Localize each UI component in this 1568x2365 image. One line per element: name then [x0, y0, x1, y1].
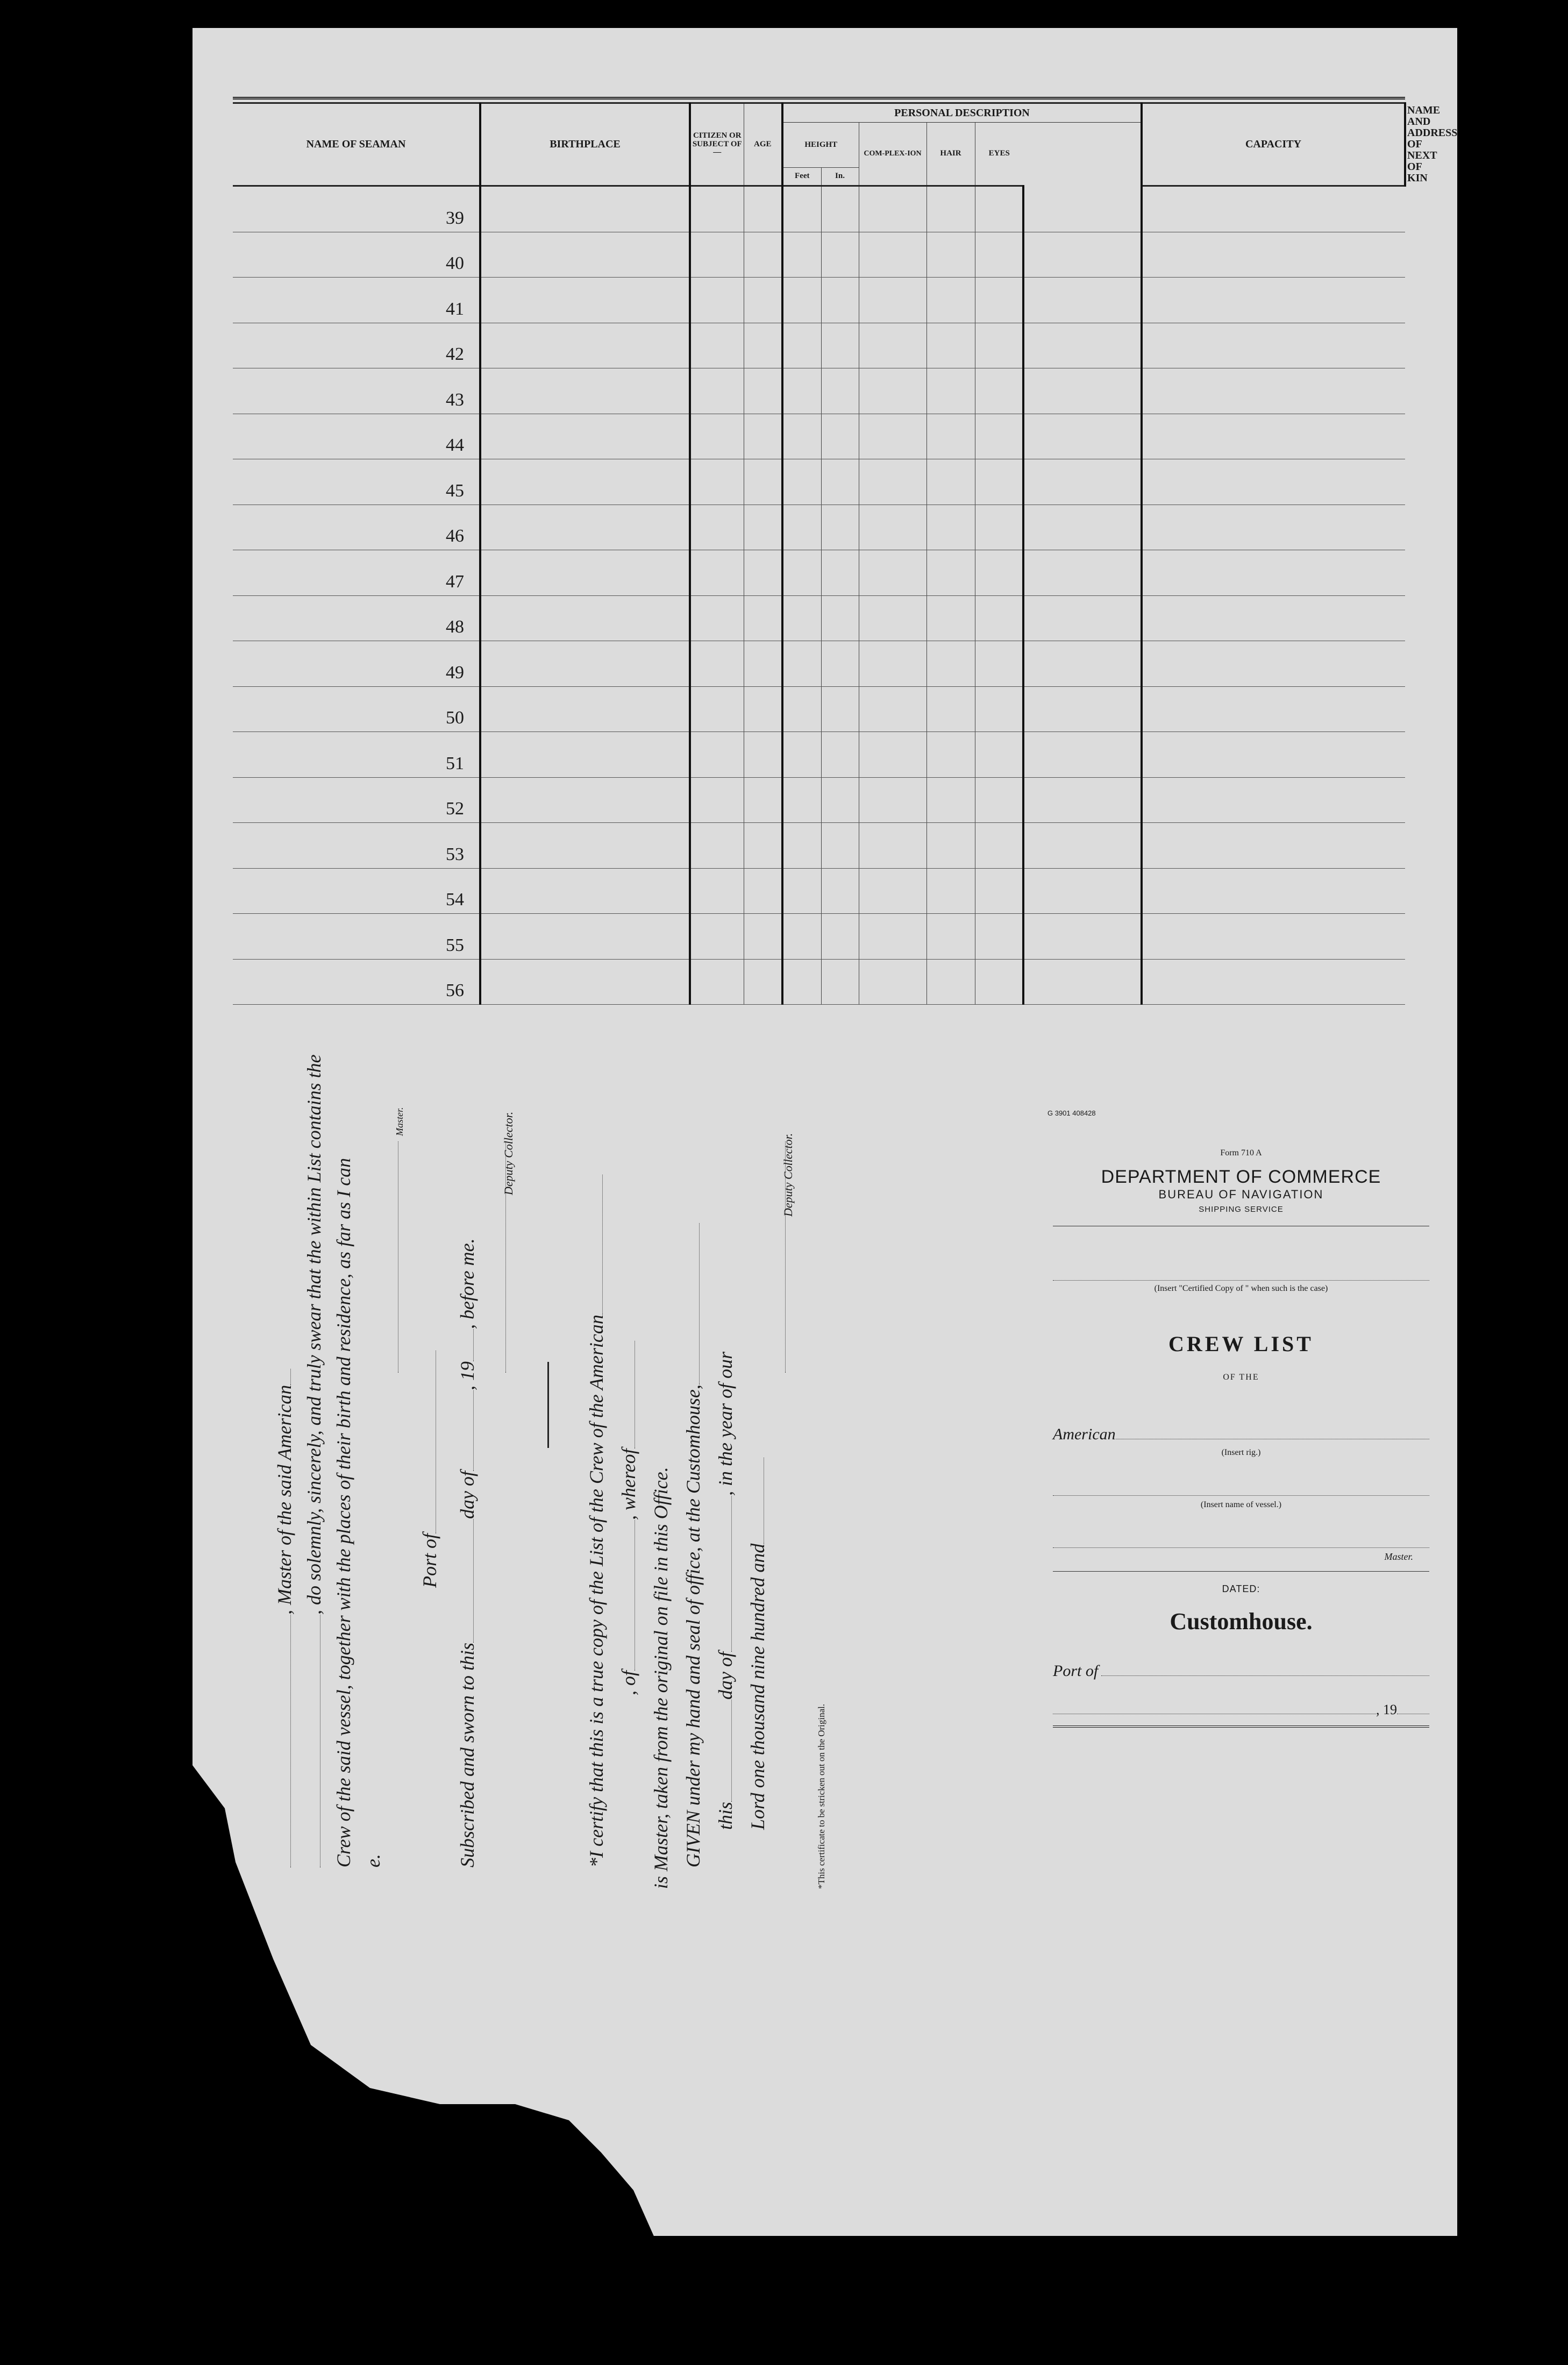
table-cell: [480, 914, 690, 960]
table-cell: [782, 459, 821, 505]
oath-line-4: e.: [362, 1854, 384, 1867]
form-number: Form 710 A: [1220, 1148, 1262, 1157]
table-cell: [859, 641, 926, 687]
table-cell: [859, 823, 926, 869]
table-cell: [690, 414, 744, 459]
table-cell: [975, 186, 1023, 232]
table-cell: [926, 777, 975, 823]
row-number: 50: [233, 686, 480, 732]
table-cell: [821, 323, 859, 368]
table-cell: [782, 414, 821, 459]
table-cell: [782, 368, 821, 414]
table-cell: [975, 823, 1023, 869]
table-cell: [821, 959, 859, 1005]
table-row: [233, 186, 1405, 232]
table-cell: [926, 914, 975, 960]
table-cell: [480, 505, 690, 550]
table-cell: [859, 414, 926, 459]
cover-year-label: , 19: [1376, 1702, 1397, 1717]
table-cell: [782, 232, 821, 278]
table-cell: [690, 868, 744, 914]
table-cell: [744, 459, 782, 505]
cert-line-2: is Master, taken from the original on file in this Office.: [650, 1467, 672, 1889]
table-cell: [480, 414, 690, 459]
table-cell: [744, 959, 782, 1005]
table-cell: [975, 732, 1023, 778]
table-cell: [744, 278, 782, 323]
certified-copy-line: [1053, 1280, 1429, 1281]
table-cell: [480, 368, 690, 414]
bureau-title: BUREAU OF NAVIGATION: [1158, 1188, 1324, 1201]
table-cell: [690, 186, 744, 232]
table-cell: [821, 595, 859, 641]
print-code: G 3901 408428: [1047, 1109, 1096, 1117]
table-cell: [926, 186, 975, 232]
table-cell: [744, 414, 782, 459]
table-row: [233, 823, 1405, 869]
table-cell: [1142, 868, 1405, 914]
form-page: [193, 28, 1457, 2236]
cert-in-year: , in the year of our: [715, 1352, 736, 1496]
table-cell: [480, 550, 690, 596]
table-cell: [744, 641, 782, 687]
table-cell: [926, 732, 975, 778]
table-cell: [1142, 505, 1405, 550]
table-cell: [690, 777, 744, 823]
row-number: 55: [233, 914, 480, 960]
top-double-rule: [233, 97, 1405, 100]
table-cell: [480, 459, 690, 505]
table-cell: [480, 323, 690, 368]
table-cell: [821, 823, 859, 869]
table-cell: [782, 595, 821, 641]
table-cell: [821, 686, 859, 732]
table-cell: [1142, 368, 1405, 414]
table-cell: [859, 278, 926, 323]
table-cell: [821, 232, 859, 278]
table-cell: [926, 823, 975, 869]
table-cell: [1023, 641, 1142, 687]
header-hair: HAIR: [926, 123, 975, 186]
table-cell: [480, 232, 690, 278]
table-cell: [975, 505, 1023, 550]
header-feet: Feet: [782, 168, 821, 186]
table-cell: [821, 414, 859, 459]
row-number: 47: [233, 550, 480, 596]
table-cell: [1142, 641, 1405, 687]
table-cell: [1142, 595, 1405, 641]
table-cell: [859, 323, 926, 368]
table-cell: [690, 505, 744, 550]
table-cell: [480, 868, 690, 914]
table-cell: [1142, 232, 1405, 278]
table-cell: [782, 959, 821, 1005]
table-cell: [821, 641, 859, 687]
table-cell: [1142, 686, 1405, 732]
dated-label: DATED:: [1222, 1583, 1260, 1594]
cover-master-label: Master.: [1384, 1551, 1413, 1562]
header-citizen: CITIZEN OR SUBJECT OF—: [690, 103, 744, 186]
table-cell: [744, 595, 782, 641]
table-row: [233, 914, 1405, 960]
table-row: [233, 777, 1405, 823]
table-cell: [690, 823, 744, 869]
table-cell: [1142, 459, 1405, 505]
oath-line-2: , do solemnly, sincerely, and truly swear that the within List contains the: [303, 1054, 325, 1615]
table-cell: [744, 550, 782, 596]
row-number: 39: [233, 186, 480, 232]
table-row: [233, 641, 1405, 687]
of-the-label: OF THE: [1223, 1373, 1259, 1382]
row-number: 52: [233, 777, 480, 823]
cert-this: this: [715, 1801, 736, 1830]
bottom-double-rule: [1053, 1725, 1429, 1728]
table-cell: [859, 459, 926, 505]
header-eyes: EYES: [975, 123, 1023, 186]
table-cell: [821, 914, 859, 960]
header-inches: In.: [821, 168, 859, 186]
row-number: 44: [233, 414, 480, 459]
table-cell: [1142, 732, 1405, 778]
table-cell: [859, 868, 926, 914]
subscribed-year: , 19: [457, 1361, 478, 1390]
table-cell: [782, 186, 821, 232]
insert-rig-note: (Insert rig.): [1221, 1448, 1261, 1457]
table-cell: [821, 868, 859, 914]
header-capacity: CAPACITY: [1142, 103, 1405, 186]
table-cell: [1023, 550, 1142, 596]
table-cell: [821, 459, 859, 505]
subscribed-day: day of: [457, 1471, 478, 1519]
table-cell: [1142, 323, 1405, 368]
table-cell: [1023, 823, 1142, 869]
table-row: [233, 732, 1405, 778]
table-cell: [782, 914, 821, 960]
oath-master-label: Master.: [394, 1107, 405, 1136]
row-number: 42: [233, 323, 480, 368]
table-cell: [744, 186, 782, 232]
torn-page-edge: [193, 1765, 784, 2236]
table-cell: [480, 186, 690, 232]
table-row: [233, 459, 1405, 505]
row-number: 43: [233, 368, 480, 414]
header-height: HEIGHT: [782, 123, 859, 168]
table-cell: [975, 550, 1023, 596]
table-cell: [859, 914, 926, 960]
header-personal-description: PERSONAL DESCRIPTION: [782, 103, 1142, 123]
table-cell: [480, 641, 690, 687]
row-number: 53: [233, 823, 480, 869]
table-cell: [782, 505, 821, 550]
table-cell: [1023, 459, 1142, 505]
table-cell: [926, 686, 975, 732]
row-number: 49: [233, 641, 480, 687]
table-cell: [690, 959, 744, 1005]
row-number: 41: [233, 278, 480, 323]
table-cell: [480, 278, 690, 323]
row-number: 48: [233, 595, 480, 641]
row-number: 46: [233, 505, 480, 550]
table-cell: [782, 777, 821, 823]
table-cell: [1023, 323, 1142, 368]
table-cell: [975, 914, 1023, 960]
table-cell: [859, 595, 926, 641]
table-cell: [744, 323, 782, 368]
table-cell: [926, 368, 975, 414]
table-cell: [975, 868, 1023, 914]
table-cell: [821, 505, 859, 550]
table-cell: [1142, 823, 1405, 869]
table-cell: [975, 232, 1023, 278]
table-cell: [690, 323, 744, 368]
cert-deputy-collector: Deputy Collector.: [781, 1133, 795, 1217]
table-cell: [926, 959, 975, 1005]
table-cell: [821, 278, 859, 323]
table-cell: [744, 914, 782, 960]
table-cell: [782, 278, 821, 323]
crew-list-title: CREW LIST: [1168, 1332, 1314, 1356]
row-number: 40: [233, 232, 480, 278]
cert-whereof: , whereof: [618, 1448, 639, 1520]
table-cell: [926, 550, 975, 596]
table-cell: [926, 414, 975, 459]
table-cell: [821, 368, 859, 414]
oath-deputy-collector: Deputy Collector.: [502, 1111, 515, 1195]
table-cell: [480, 686, 690, 732]
table-cell: [1142, 777, 1405, 823]
table-cell: [1142, 550, 1405, 596]
table-cell: [480, 959, 690, 1005]
table-cell: [821, 732, 859, 778]
table-cell: [690, 278, 744, 323]
table-cell: [1023, 777, 1142, 823]
table-cell: [1023, 368, 1142, 414]
table-cell: [859, 368, 926, 414]
table-cell: [480, 595, 690, 641]
american-label: American: [1053, 1425, 1116, 1443]
table-cell: [782, 641, 821, 687]
header-complexion: COM-PLEX-ION: [859, 123, 926, 186]
table-cell: [782, 823, 821, 869]
cert-of: , of: [618, 1670, 639, 1695]
table-cell: [926, 505, 975, 550]
table-row: [233, 278, 1405, 323]
date-line: [1053, 1702, 1429, 1718]
table-cell: [926, 232, 975, 278]
table-cell: [1142, 914, 1405, 960]
oath-line-3: Crew of the said vessel, together with the places of their birth and residence, as far as I can: [333, 1157, 354, 1867]
table-cell: [690, 595, 744, 641]
row-number: 51: [233, 732, 480, 778]
table-row: [233, 686, 1405, 732]
table-cell: [690, 732, 744, 778]
table-cell: [1023, 868, 1142, 914]
table-cell: [975, 959, 1023, 1005]
table-cell: [782, 550, 821, 596]
table-cell: [975, 414, 1023, 459]
table-cell: [975, 777, 1023, 823]
table-cell: [821, 550, 859, 596]
table-cell: [782, 686, 821, 732]
table-cell: [859, 732, 926, 778]
row-number: 54: [233, 868, 480, 914]
table-cell: [782, 732, 821, 778]
table-cell: [690, 641, 744, 687]
table-cell: [1023, 595, 1142, 641]
table-cell: [480, 823, 690, 869]
table-cell: [975, 368, 1023, 414]
table-cell: [744, 868, 782, 914]
insert-certified-note: (Insert "Certified Copy of " when such is the case): [1154, 1284, 1328, 1293]
table-cell: [690, 459, 744, 505]
table-cell: [744, 505, 782, 550]
table-cell: [975, 641, 1023, 687]
department-title: DEPARTMENT OF COMMERCE: [1101, 1167, 1381, 1187]
crew-table: NAME OF SEAMAN BIRTHPLACE CITIZEN OR SUBJECT OF— AGE PERSONAL DESCRIPTION CAPACITY NAME AND ADDRESS OF NEXT OF KIN HEIGHT COM-PLEX-ION HAIR EYES Feet In. 39 40 41 42 43 44 45 46 47 48 49 50 51 52 53 54 55 56: [233, 102, 1405, 1005]
table-cell: [859, 505, 926, 550]
vessel-name-line: [1053, 1495, 1429, 1496]
table-cell: [1023, 414, 1142, 459]
customhouse-title: Customhouse.: [1170, 1608, 1313, 1635]
table-cell: [1023, 732, 1142, 778]
cover-panel: [1047, 1109, 1429, 1728]
table-cell: [744, 686, 782, 732]
table-row: [233, 959, 1405, 1005]
table-cell: [859, 686, 926, 732]
table-cell: [744, 732, 782, 778]
insert-vessel-note: (Insert name of vessel.): [1200, 1500, 1282, 1509]
table-cell: [744, 777, 782, 823]
table-cell: [744, 823, 782, 869]
table-cell: [690, 550, 744, 596]
port-of-line: [1053, 1662, 1429, 1680]
table-cell: [782, 868, 821, 914]
table-cell: [859, 186, 926, 232]
service-title: SHIPPING SERVICE: [1199, 1205, 1284, 1214]
table-cell: [975, 323, 1023, 368]
header-name-of-seaman: NAME OF SEAMAN: [233, 103, 480, 186]
table-cell: [859, 232, 926, 278]
table-cell: [926, 278, 975, 323]
table-cell: [1023, 959, 1142, 1005]
table-cell: [480, 777, 690, 823]
table-cell: [975, 686, 1023, 732]
table-row: [233, 595, 1405, 641]
subscribed-label: Subscribed and sworn to this: [457, 1642, 478, 1867]
table-cell: [975, 459, 1023, 505]
row-number: 56: [233, 959, 480, 1005]
table-cell: [690, 368, 744, 414]
table-cell: [859, 959, 926, 1005]
table-cell: [1142, 278, 1405, 323]
cover-port-label: Port of: [1053, 1662, 1099, 1680]
table-cell: [926, 323, 975, 368]
table-cell: [1023, 278, 1142, 323]
table-cell: [859, 550, 926, 596]
table-row: [233, 868, 1405, 914]
table-row: [233, 414, 1405, 459]
table-cell: [975, 278, 1023, 323]
cert-lord: Lord one thousand nine hundred and: [747, 1543, 768, 1830]
table-cell: [821, 777, 859, 823]
oath-port-label: Port of: [419, 1533, 440, 1588]
table-cell: [744, 368, 782, 414]
table-cell: [690, 232, 744, 278]
table-cell: [1142, 414, 1405, 459]
table-row: [233, 323, 1405, 368]
master-line: [1053, 1547, 1429, 1548]
row-number: 45: [233, 459, 480, 505]
table-cell: [1023, 232, 1142, 278]
table-cell: [926, 641, 975, 687]
oath-line-1: , Master of the said American: [274, 1384, 295, 1615]
table-cell: [1023, 186, 1142, 232]
american-rig-line: [1053, 1425, 1429, 1444]
table-cell: [1142, 186, 1405, 232]
subscribed-before: , before me.: [457, 1238, 478, 1329]
table-row: [233, 368, 1405, 414]
table-cell: [1023, 505, 1142, 550]
table-cell: [744, 232, 782, 278]
table-row: [233, 550, 1405, 596]
cert-line-1: *I certify that this is a true copy of the List of the Crew of the American: [586, 1315, 607, 1867]
table-cell: [1023, 686, 1142, 732]
table-cell: [1142, 959, 1405, 1005]
table-cell: [480, 732, 690, 778]
header-birthplace: BIRTHPLACE: [480, 103, 690, 186]
table-cell: [1023, 914, 1142, 960]
table-row: [233, 232, 1405, 278]
cert-footnote: *This certificate to be stricken out on the Original.: [816, 1703, 826, 1889]
table-cell: [859, 777, 926, 823]
table-cell: [926, 459, 975, 505]
cert-line-3: GIVEN under my hand and seal of office, at the Customhouse,: [682, 1384, 704, 1867]
table-cell: [975, 595, 1023, 641]
table-cell: [690, 686, 744, 732]
table-cell: [782, 323, 821, 368]
cert-day-of: day of: [715, 1652, 736, 1700]
certificate-block: [273, 1054, 1091, 1889]
table-cell: [926, 595, 975, 641]
divider-2: [1053, 1571, 1429, 1572]
table-cell: [690, 914, 744, 960]
table-row: [233, 505, 1405, 550]
header-age: AGE: [744, 103, 782, 186]
table-cell: [926, 868, 975, 914]
table-cell: [821, 186, 859, 232]
